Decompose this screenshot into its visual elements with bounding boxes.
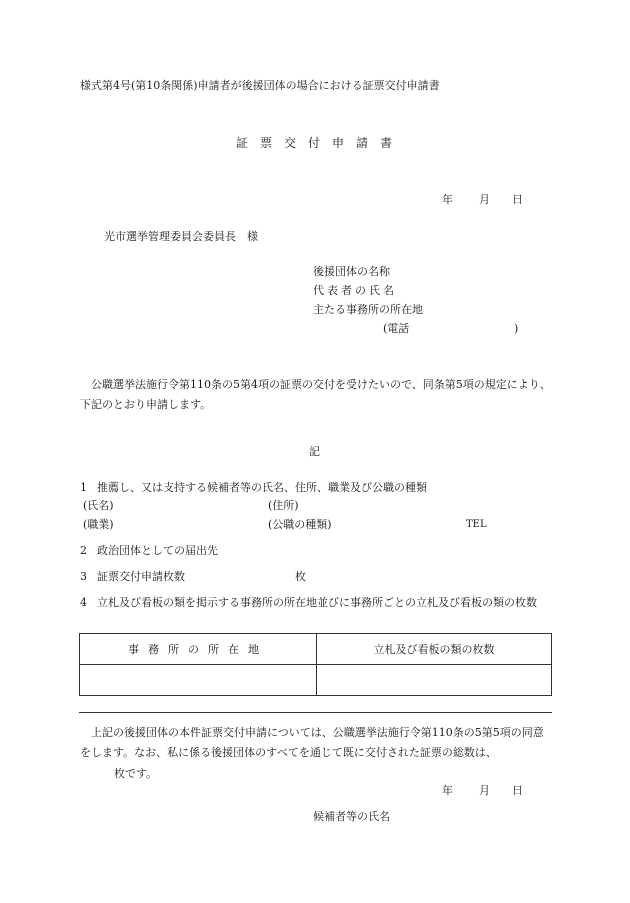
item-3-unit: 枚 [295, 570, 306, 583]
phone-label: (電話 [383, 322, 410, 335]
tel-label: TEL [466, 519, 487, 530]
item-2-text: 政治団体としての届出先 [97, 544, 218, 557]
candidate-address-label: (住所) [268, 499, 299, 512]
candidate-name-signature-label: 候補者等の氏名 [313, 810, 390, 823]
item-1-text: 推薦し、又は支持する候補者等の氏名、住所、職業及び公職の種類 [97, 481, 427, 494]
item-4-text: 立札及び看板の類を掲示する事務所の所在地並びに事務所ごとの立札及び看板の類の枚数 [97, 596, 537, 609]
org-name-label: 後援団体の名称 [313, 265, 390, 278]
table-header-office-location: 事務所の所在地 [80, 634, 317, 665]
item-4-number: 4 [80, 596, 87, 609]
office-signboard-table [79, 633, 552, 696]
candidate-name-label: (氏名) [83, 499, 114, 512]
candidate-office-type-label: (公職の種類) [268, 518, 332, 531]
rep-name-label: 代表者の氏名 [313, 284, 397, 297]
item-3-text: 証票交付申請枚数 [97, 570, 185, 583]
office-location-label: 主たる事務所の所在地 [313, 303, 423, 316]
date-month-bottom: 月 [479, 784, 490, 797]
date-day: 日 [512, 193, 523, 206]
consent-count-suffix: 枚です。 [114, 767, 158, 780]
item-1-number: 1 [80, 481, 87, 494]
ki-heading: 記 [309, 445, 320, 458]
table-cell-office-location[interactable] [80, 665, 317, 696]
date-month: 月 [479, 193, 490, 206]
table-header-signboard-count: 立札及び看板の類の枚数 [317, 634, 552, 665]
consent-paragraph: 上記の後援団体の本件証票交付申請については、公職選挙法施行令第110条の5第5項の同意をします。なお、私に係る後援団体のすべてを通じて既に交付された証票の総数は、 [80, 726, 544, 759]
intro-paragraph: 公職選挙法施行令第110条の5第4項の証票の交付を受けたいので、同条第5項の規定により、下記のとおり申請します。 [80, 378, 551, 411]
phone-close: ) [514, 322, 519, 335]
table-row [80, 665, 552, 696]
table-cell-signboard-count[interactable] [317, 665, 552, 696]
date-year-bottom: 年 [442, 784, 453, 797]
divider [79, 712, 552, 713]
item-2-number: 2 [80, 544, 87, 557]
table-header-row [80, 634, 552, 665]
candidate-occupation-label: (職業) [83, 518, 114, 531]
item-3-number: 3 [80, 570, 87, 583]
form-header: 様式第4号(第10条関係)申請者が後援団体の場合における証票交付申請書 [80, 79, 440, 92]
date-day-bottom: 日 [512, 784, 523, 797]
date-year: 年 [442, 193, 453, 206]
addressee: 光市選挙管理委員会委員長 様 [104, 230, 258, 243]
page-title: 証票交付申請書 [236, 136, 405, 150]
